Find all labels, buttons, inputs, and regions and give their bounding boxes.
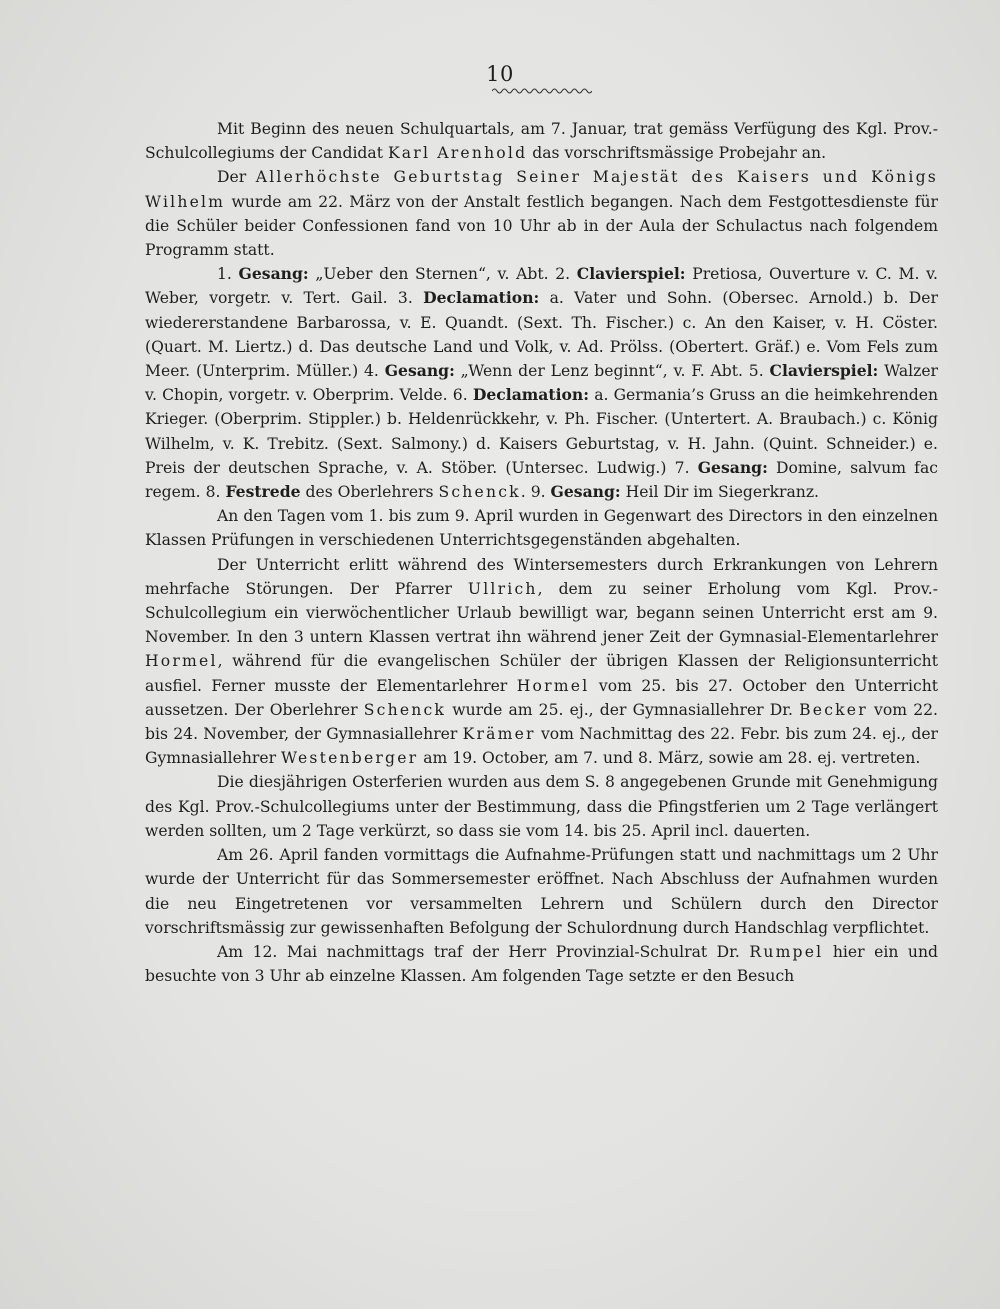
text-run: An den Tagen vom 1. bis zum 9. April wurden in Gegenwart des Directors in den einzelnen Klassen Prüfungen in verschiedenen Unterrichtsgegenständen abgehalten. [145, 507, 938, 550]
program-item-label: Gesang: [384, 361, 455, 381]
person-name: Schenck [438, 483, 521, 502]
text-run: Pretiosa, Ouverture v. C. M. v. Weber, vorgetr. v. Tert. Gail. 3. [145, 265, 939, 308]
program-item-label: Gesang: [697, 457, 768, 477]
text-run: das vorschriftsmässige Probejahr an. [527, 144, 827, 163]
text-run: Mit Beginn des neuen Schulquartals, am 7. Januar, trat gemäss Verfügung des Kgl. Prov.-Schulcollegiums der Candidat [145, 120, 938, 163]
text-run: Heil Dir im Siegerkranz. [620, 483, 819, 502]
person-name: Rumpel [749, 942, 824, 961]
text-run: hier ein und besuchte von 3 Uhr ab einzelne Klassen. Am folgenden Tage setzte er den Besuch [145, 942, 938, 986]
text-run: Walzer v. Chopin, vorgetr. v. Oberprim. Velde. 6. [145, 362, 939, 405]
paragraph-programm [145, 262, 938, 504]
text-run: des Oberlehrers [300, 483, 439, 502]
person-name: Hormel [145, 652, 218, 671]
program-item-label: Declamation: [423, 288, 540, 308]
text-run: vom Nachmittag des 22. Febr. bis zum 24. ej., der Gymnasiallehrer [145, 725, 939, 768]
text-run: „Ueber den Sternen“, v. Abt. 2. [308, 265, 577, 284]
text-run: Am 26. April fanden vormittags die Aufnahme-Prüfungen statt und nachmittags um 2 Uhr wurde der Unterricht für das Sommersemester eröffnet. Nach Abschluss der Aufnahmen wurden die neu Eingetretenen vor versammelten Lehrern und Schülern durch den Director vorschriftsmässig zur gewissenhaften Befolgung der Schulordnung durch Handschlag verpflichtet. [145, 846, 938, 937]
text-run: 1. [217, 265, 239, 284]
text-run: , während für die evangelischen Schüler der übrigen Klassen der Religionsunterricht ausfiel. Ferner musste der Elementarlehrer [145, 652, 938, 695]
paragraph-pruefungen [145, 504, 938, 552]
wavy-rule-ornament [492, 86, 592, 96]
text-run: vom 22. bis 24. November, der Gymnasiallehrer [145, 700, 938, 744]
program-item-label: Festrede [225, 482, 301, 502]
text-run: wurde am 22. März von der Anstalt festlich begangen. Nach dem Festgottesdienste für die Schüler beider Confessionen fand von 10 Uhr ab in der Aula der Schulactus nach folgendem Programm statt. [145, 192, 938, 260]
emphasized-phrase: Allerhöchste Geburtstag Seiner Majestät des Kaisers und Königs Wilhelm [145, 168, 938, 211]
text-run: Der Unterricht erlitt während des Wintersemesters durch Erkrankungen von Lehrern mehrfache Störungen. Der Pfarrer [145, 555, 938, 598]
person-name: Karl Arenhold [387, 144, 528, 163]
person-name: Schenck [363, 700, 447, 719]
body-text [145, 117, 938, 988]
person-name: Becker [799, 700, 868, 719]
text-run: Die diesjährigen Osterferien wurden aus dem S. 8 angegebenen Grunde mit Genehmigung des Kgl. Prov.-Schulcollegiums unter der Bestimmung, dass die Pfingstferien um 2 Tage verlängert werden sollten, um 2 Tage verkürzt, so dass sie vom 14. bis 25. April incl. dauerten. [145, 773, 938, 840]
text-run: Der [217, 168, 256, 187]
person-name: Krämer [462, 725, 536, 744]
program-item-label: Gesang: [550, 482, 621, 502]
page-header [0, 62, 1000, 86]
paragraph-geburtstag [145, 165, 938, 262]
text-run: a. Vater und Sohn. (Obersec. Arnold.) b. Der wiedererstandene Barbarossa, v. E. Quandt. (Sext. Th. Fischer.) c. An den Kaiser, v. H. Cöster. (Quart. M. Liertz.) d. Das deutsche Land und Volk, v. Ad. Prölss. (Obertert. Gräf.) e. Vom Fels zum Meer. (Unterprim. Müller.) 4. [145, 289, 938, 381]
text-run: a. Germania’s Gruss an die heimkehrenden Krieger. (Oberprim. Stippler.) b. Heldenrückkehr, v. Ph. Fischer. (Untertert. A. Braubach.) c. König Wilhelm, v. K. Trebitz. (Sext. Salmony.) d. Kaisers Geburtstag, v. H. Jahn. (Quint. Schneider.) e. Preis der deutschen Sprache, v. A. Stöber. (Untersec. Ludwig.) 7. [145, 386, 938, 477]
text-run: „Wenn der Lenz beginnt“, v. F. Abt. 5. [454, 362, 770, 381]
text-run: . 9. [520, 483, 551, 502]
person-name: Hormel [516, 676, 590, 695]
paragraph-probejahr [145, 117, 938, 165]
person-name: Ullrich [467, 579, 538, 598]
paragraph-osterferien [145, 770, 938, 843]
person-name: Westenberger [281, 749, 419, 768]
text-run: vom 25. bis 27. October den Unterricht aussetzen. Der Oberlehrer [145, 676, 939, 719]
paragraph-schulrat [145, 940, 938, 988]
text-run: Am 12. Mai nachmittags traf der Herr Provinzial-Schulrat Dr. [217, 942, 750, 961]
text-run: , dem zu seiner Erholung vom Kgl. Prov.-Schulcollegium ein vierwöchentlicher Urlaub bewilligt war, begann seinen Unterricht erst am 9. November. In den 3 untern Klassen vertrat ihn während jener Zeit der Gymnasial-Elementarlehrer [145, 579, 938, 647]
paragraph-aufnahme [145, 843, 938, 940]
text-run: wurde am 25. ej., der Gymnasiallehrer Dr. [446, 700, 800, 719]
text-run: am 19. October, am 7. und 8. März, sowie am 28. ej. vertreten. [418, 749, 921, 768]
paragraph-unterricht [145, 553, 938, 771]
program-item-label: Declamation: [472, 385, 590, 405]
page-number: 10 [486, 62, 514, 86]
program-item-label: Clavierspiel: [769, 361, 879, 381]
text-run: Domine, salvum fac regem. 8. [145, 458, 938, 502]
program-item-label: Clavierspiel: [576, 264, 686, 284]
program-item-label: Gesang: [238, 264, 309, 284]
